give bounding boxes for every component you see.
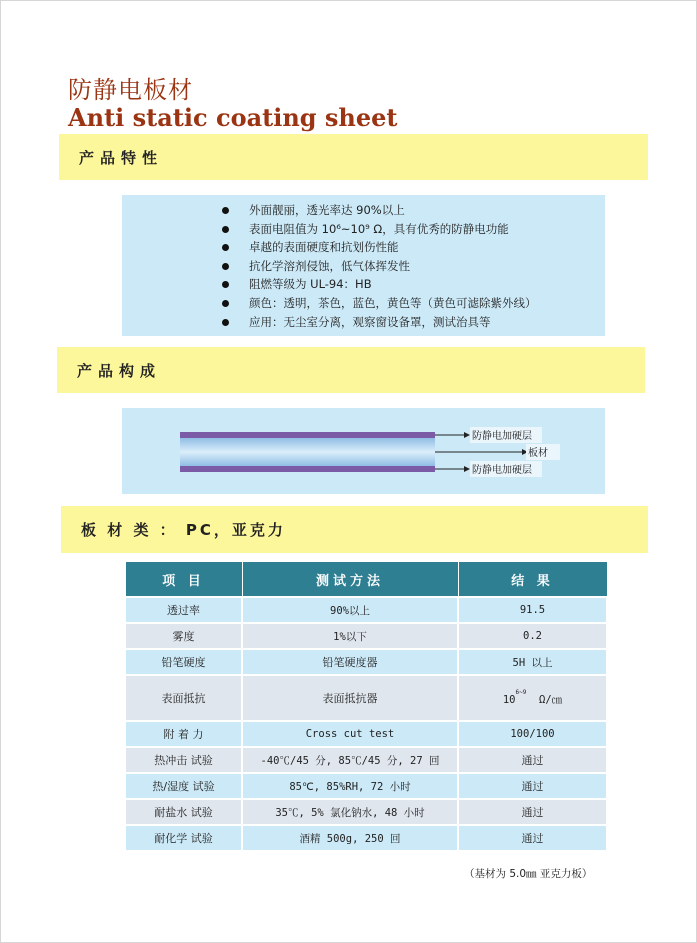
section-heading-material: 板 材 类 ： PC，亚克力 — [61, 506, 648, 553]
sheet-layer — [180, 438, 435, 466]
feature-list — [222, 201, 537, 331]
cell-method: 酒精 500g, 250 回 — [242, 825, 458, 851]
cell-result — [458, 675, 607, 721]
cell-method: 90%以上 — [242, 597, 458, 623]
cell-result: 0.2 — [458, 623, 607, 649]
cell-item: 表面抵抗 — [125, 675, 242, 721]
cell-method: 表面抵抗器 — [242, 675, 458, 721]
feature-item — [222, 201, 537, 220]
table-row — [125, 675, 607, 721]
table-row — [125, 825, 607, 851]
bullet-icon — [222, 226, 229, 233]
cell-item: 雾度 — [125, 623, 242, 649]
feature-item — [222, 220, 537, 239]
feature-text: 外面靓丽，透光率达 90%以上 — [249, 203, 405, 217]
top-coating-layer — [180, 432, 435, 438]
feature-panel — [122, 195, 605, 336]
feature-text: 应用：无尘室分离，观察窗设备罩，测试治具等 — [249, 314, 491, 329]
feature-text: 阻燃等级为 UL-94：HB — [249, 277, 372, 292]
bullet-icon — [222, 319, 229, 326]
cell-item: 热冲击 试验 — [125, 747, 242, 773]
result-unit: Ω/㎝ — [539, 694, 563, 706]
cell-result: 91.5 — [458, 597, 607, 623]
result-base: 10 — [502, 694, 516, 706]
column-header-item: 项 目 — [125, 562, 242, 598]
top-layer-label: 防静电加硬层 — [472, 431, 532, 442]
cell-method: 35℃, 5% 氯化钠水, 48 小时 — [242, 799, 458, 825]
substrate-note: （基材为 5.0㎜ 亚克力板） — [464, 868, 593, 880]
feature-text: 表面电阻值为 10⁶~10⁹ Ω，具有优秀的防静电功能 — [249, 221, 509, 236]
feature-item — [222, 313, 537, 332]
page-title-chinese: 防静电板材 — [68, 76, 193, 104]
page-title-english: Anti static coating sheet — [68, 103, 398, 132]
bullet-icon — [222, 263, 229, 270]
feature-item — [222, 238, 537, 257]
bullet-icon — [222, 300, 229, 307]
cell-item: 热/湿度 试验 — [125, 773, 242, 799]
section-heading-features: 产品特性 — [59, 134, 648, 180]
cell-item: 铅笔硬度 — [125, 649, 242, 675]
cell-result: 通过 — [458, 773, 607, 799]
bullet-icon — [222, 207, 229, 214]
feature-text: 卓越的表面硬度和抗划伤性能 — [249, 240, 399, 255]
table-row — [125, 623, 607, 649]
cell-method: 1%以下 — [242, 623, 458, 649]
table-row — [125, 799, 607, 825]
feature-text: 颜色：透明，茶色，蓝色，黄色等（黄色可滤除紫外线） — [249, 295, 537, 310]
layer-structure-diagram — [122, 408, 605, 494]
bullet-icon — [222, 244, 229, 251]
bullet-icon — [222, 281, 229, 288]
feature-item — [222, 257, 537, 276]
cell-method: 铅笔硬度器 — [242, 649, 458, 675]
feature-item — [222, 275, 537, 294]
table-row — [125, 747, 607, 773]
table-row — [125, 773, 607, 799]
table-header-row — [125, 562, 607, 598]
table-row — [125, 721, 607, 747]
arrow-head-icon — [464, 432, 470, 438]
feature-item — [222, 294, 537, 313]
result-exponent: 6~9 — [515, 689, 527, 696]
cell-item: 耐盐水 试验 — [125, 799, 242, 825]
cell-result: 5H 以上 — [458, 649, 607, 675]
section-heading-structure: 产品构成 — [57, 347, 645, 393]
test-results-table — [124, 561, 608, 852]
sheet-label: 板材 — [528, 448, 548, 459]
structure-diagram-panel — [122, 408, 605, 494]
cell-method: -40℃/45 分, 85℃/45 分, 27 回 — [242, 747, 458, 773]
cell-item: 透过率 — [125, 597, 242, 623]
column-header-result: 结 果 — [458, 562, 607, 598]
column-header-method: 测试方法 — [242, 562, 458, 598]
cell-item: 耐化学 试验 — [125, 825, 242, 851]
cell-result: 通过 — [458, 799, 607, 825]
cell-method: Cross cut test — [242, 721, 458, 747]
cell-item: 附 着 力 — [125, 721, 242, 747]
arrow-head-icon — [464, 466, 470, 472]
bottom-layer-label: 防静电加硬层 — [472, 465, 532, 476]
cell-result: 通过 — [458, 825, 607, 851]
cell-result: 通过 — [458, 747, 607, 773]
cell-method: 85℃, 85%RH, 72 小时 — [242, 773, 458, 799]
bottom-coating-layer — [180, 466, 435, 472]
table-row — [125, 597, 607, 623]
cell-result: 100/100 — [458, 721, 607, 747]
feature-text: 抗化学溶剂侵蚀，低气体挥发性 — [249, 258, 410, 273]
table-row — [125, 649, 607, 675]
